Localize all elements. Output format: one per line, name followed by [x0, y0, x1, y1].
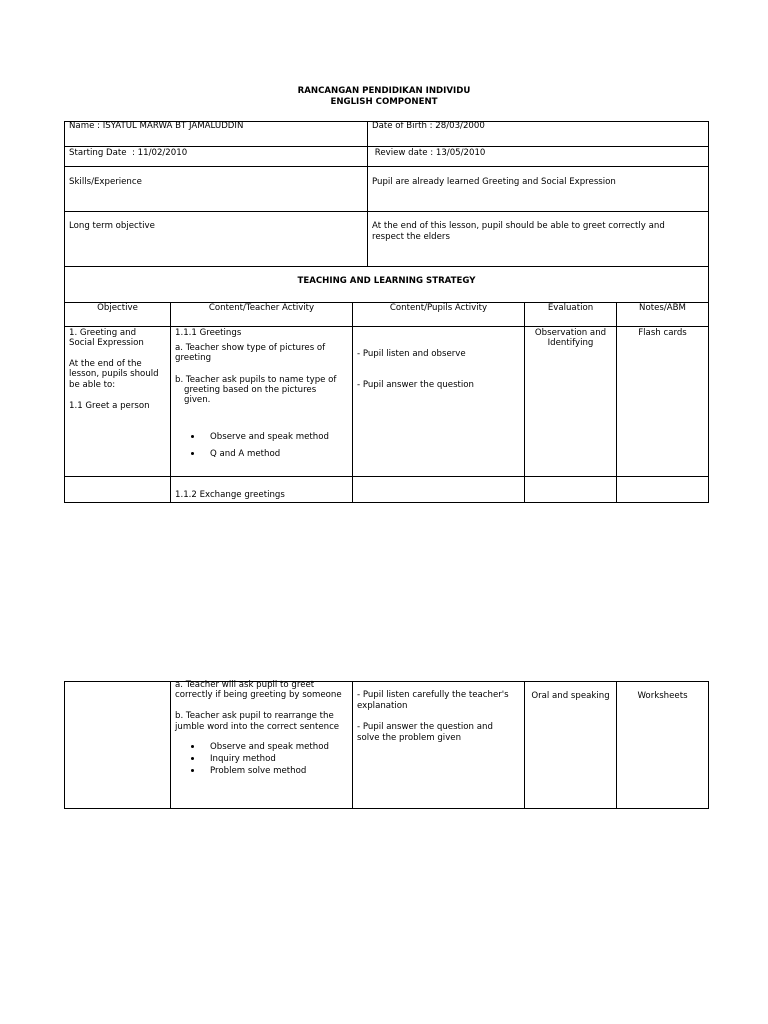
teacher-step-b-line: given. [184, 395, 211, 405]
teacher-step-b-line: b. Teacher ask pupils to name type of [175, 375, 337, 385]
column-header-label: Content/Teacher Activity [208, 303, 315, 313]
name-cell [64, 121, 368, 147]
teacher-step-b-line: greeting based on the pictures [184, 385, 317, 395]
column-header-label: Objective [97, 303, 138, 313]
teacher-activity-cell [170, 681, 353, 809]
bullet-icon [191, 769, 194, 772]
evaluation-line: Identifying [547, 338, 594, 348]
pupil-activity-line: solve the problem given [357, 733, 462, 743]
pupil-activity-item: - Pupil listen and observe [357, 349, 466, 359]
bullet-icon [191, 757, 194, 760]
review-date-cell [367, 146, 709, 167]
pupil-activity-item: - Pupil answer the question [357, 380, 475, 390]
pupil-activity-line: - Pupil listen carefully the teacher's [357, 690, 509, 700]
objective-cell [64, 681, 171, 809]
evaluation-value: Oral and speaking [531, 691, 610, 701]
skills-label: Skills/Experience [69, 177, 142, 187]
column-header-label: Evaluation [547, 303, 594, 313]
teacher-step-b-line: jumble word into the correct sentence [175, 722, 340, 732]
evaluation-cell [524, 681, 617, 809]
pupil-activity-cell [352, 681, 525, 809]
strategy-heading: TEACHING AND LEARNING STRATEGY [297, 276, 476, 286]
starting-date: Starting Date : 11/02/2010 [69, 148, 188, 158]
column-header-pupil-activity [352, 302, 525, 327]
method-item: Observe and speak method [210, 742, 329, 752]
review-date: Review date : 13/05/2010 [372, 148, 486, 158]
method-item: Inquiry method [210, 754, 276, 764]
teacher-activity-cell [170, 476, 353, 503]
column-header-evaluation [524, 302, 617, 327]
method-item: Observe and speak method [210, 432, 329, 442]
objective-outcome: 1.1 Greet a person [69, 401, 150, 411]
objective-cell [64, 476, 171, 503]
document-subtitle: ENGLISH COMPONENT [330, 97, 438, 107]
column-header-notes [616, 302, 709, 327]
notes-cell [616, 476, 709, 503]
evaluation-cell [524, 476, 617, 503]
teacher-activity-cell [170, 326, 353, 477]
skills-value-cell [367, 166, 709, 212]
teacher-step-a-line: correctly if being greeting by someone [175, 690, 342, 700]
method-item: Q and A method [210, 449, 281, 459]
notes-cell [616, 326, 709, 477]
date-of-birth: Date of Birth : 28/03/2000 [372, 121, 485, 131]
objective-cell [64, 326, 171, 477]
document-title: RANCANGAN PENDIDIKAN INDIVIDU [297, 86, 471, 96]
objective-intro-line: lesson, pupils should [69, 369, 159, 379]
strategy-heading-cell [64, 266, 709, 303]
teacher-step-a-line: a. Teacher show type of pictures of [175, 343, 326, 353]
column-header-objective [64, 302, 171, 327]
bullet-icon [191, 435, 194, 438]
pupil-activity-line: explanation [357, 701, 408, 711]
notes-value: Flash cards [638, 328, 687, 338]
objective-intro-line: be able to: [69, 380, 116, 390]
teacher-step-a-line: greeting [175, 353, 212, 363]
pupil-activity-cell [352, 326, 525, 477]
bullet-icon [191, 745, 194, 748]
column-header-label: Content/Pupils Activity [389, 303, 488, 313]
long-term-value-cell [367, 211, 709, 267]
column-header-teacher-activity [170, 302, 353, 327]
date-of-birth-cell [367, 121, 709, 147]
teacher-activity-heading: 1.1.2 Exchange greetings [175, 490, 285, 500]
long-term-value-line: At the end of this lesson, pupil should be able to greet correctly and [372, 221, 665, 231]
objective-intro-line: At the end of the [69, 359, 142, 369]
long-term-value-line: respect the elders [372, 232, 450, 242]
teacher-step-b-line: b. Teacher ask pupil to rearrange the [175, 711, 334, 721]
method-item: Problem solve method [210, 766, 307, 776]
teacher-step-a-line: a. Teacher will ask pupil to greet [175, 680, 315, 690]
pupil-activity-cell [352, 476, 525, 503]
pupil-activity-line: - Pupil answer the question and [357, 722, 493, 732]
notes-cell [616, 681, 709, 809]
objective-title-line: Social Expression [69, 338, 144, 348]
evaluation-line: Observation and [534, 328, 607, 338]
long-term-label-cell [64, 211, 368, 267]
bullet-icon [191, 452, 194, 455]
student-name: Name : ISYATUL MARWA BT JAMALUDDIN [69, 121, 244, 131]
column-header-label: Notes/ABM [639, 303, 686, 313]
long-term-label: Long term objective [69, 221, 155, 231]
notes-value: Worksheets [637, 691, 688, 701]
skills-value: Pupil are already learned Greeting and Social Expression [372, 177, 616, 187]
skills-label-cell [64, 166, 368, 212]
objective-title-line: 1. Greeting and [69, 328, 137, 338]
teacher-activity-heading: 1.1.1 Greetings [175, 328, 242, 338]
starting-date-cell [64, 146, 368, 167]
evaluation-cell [524, 326, 617, 477]
